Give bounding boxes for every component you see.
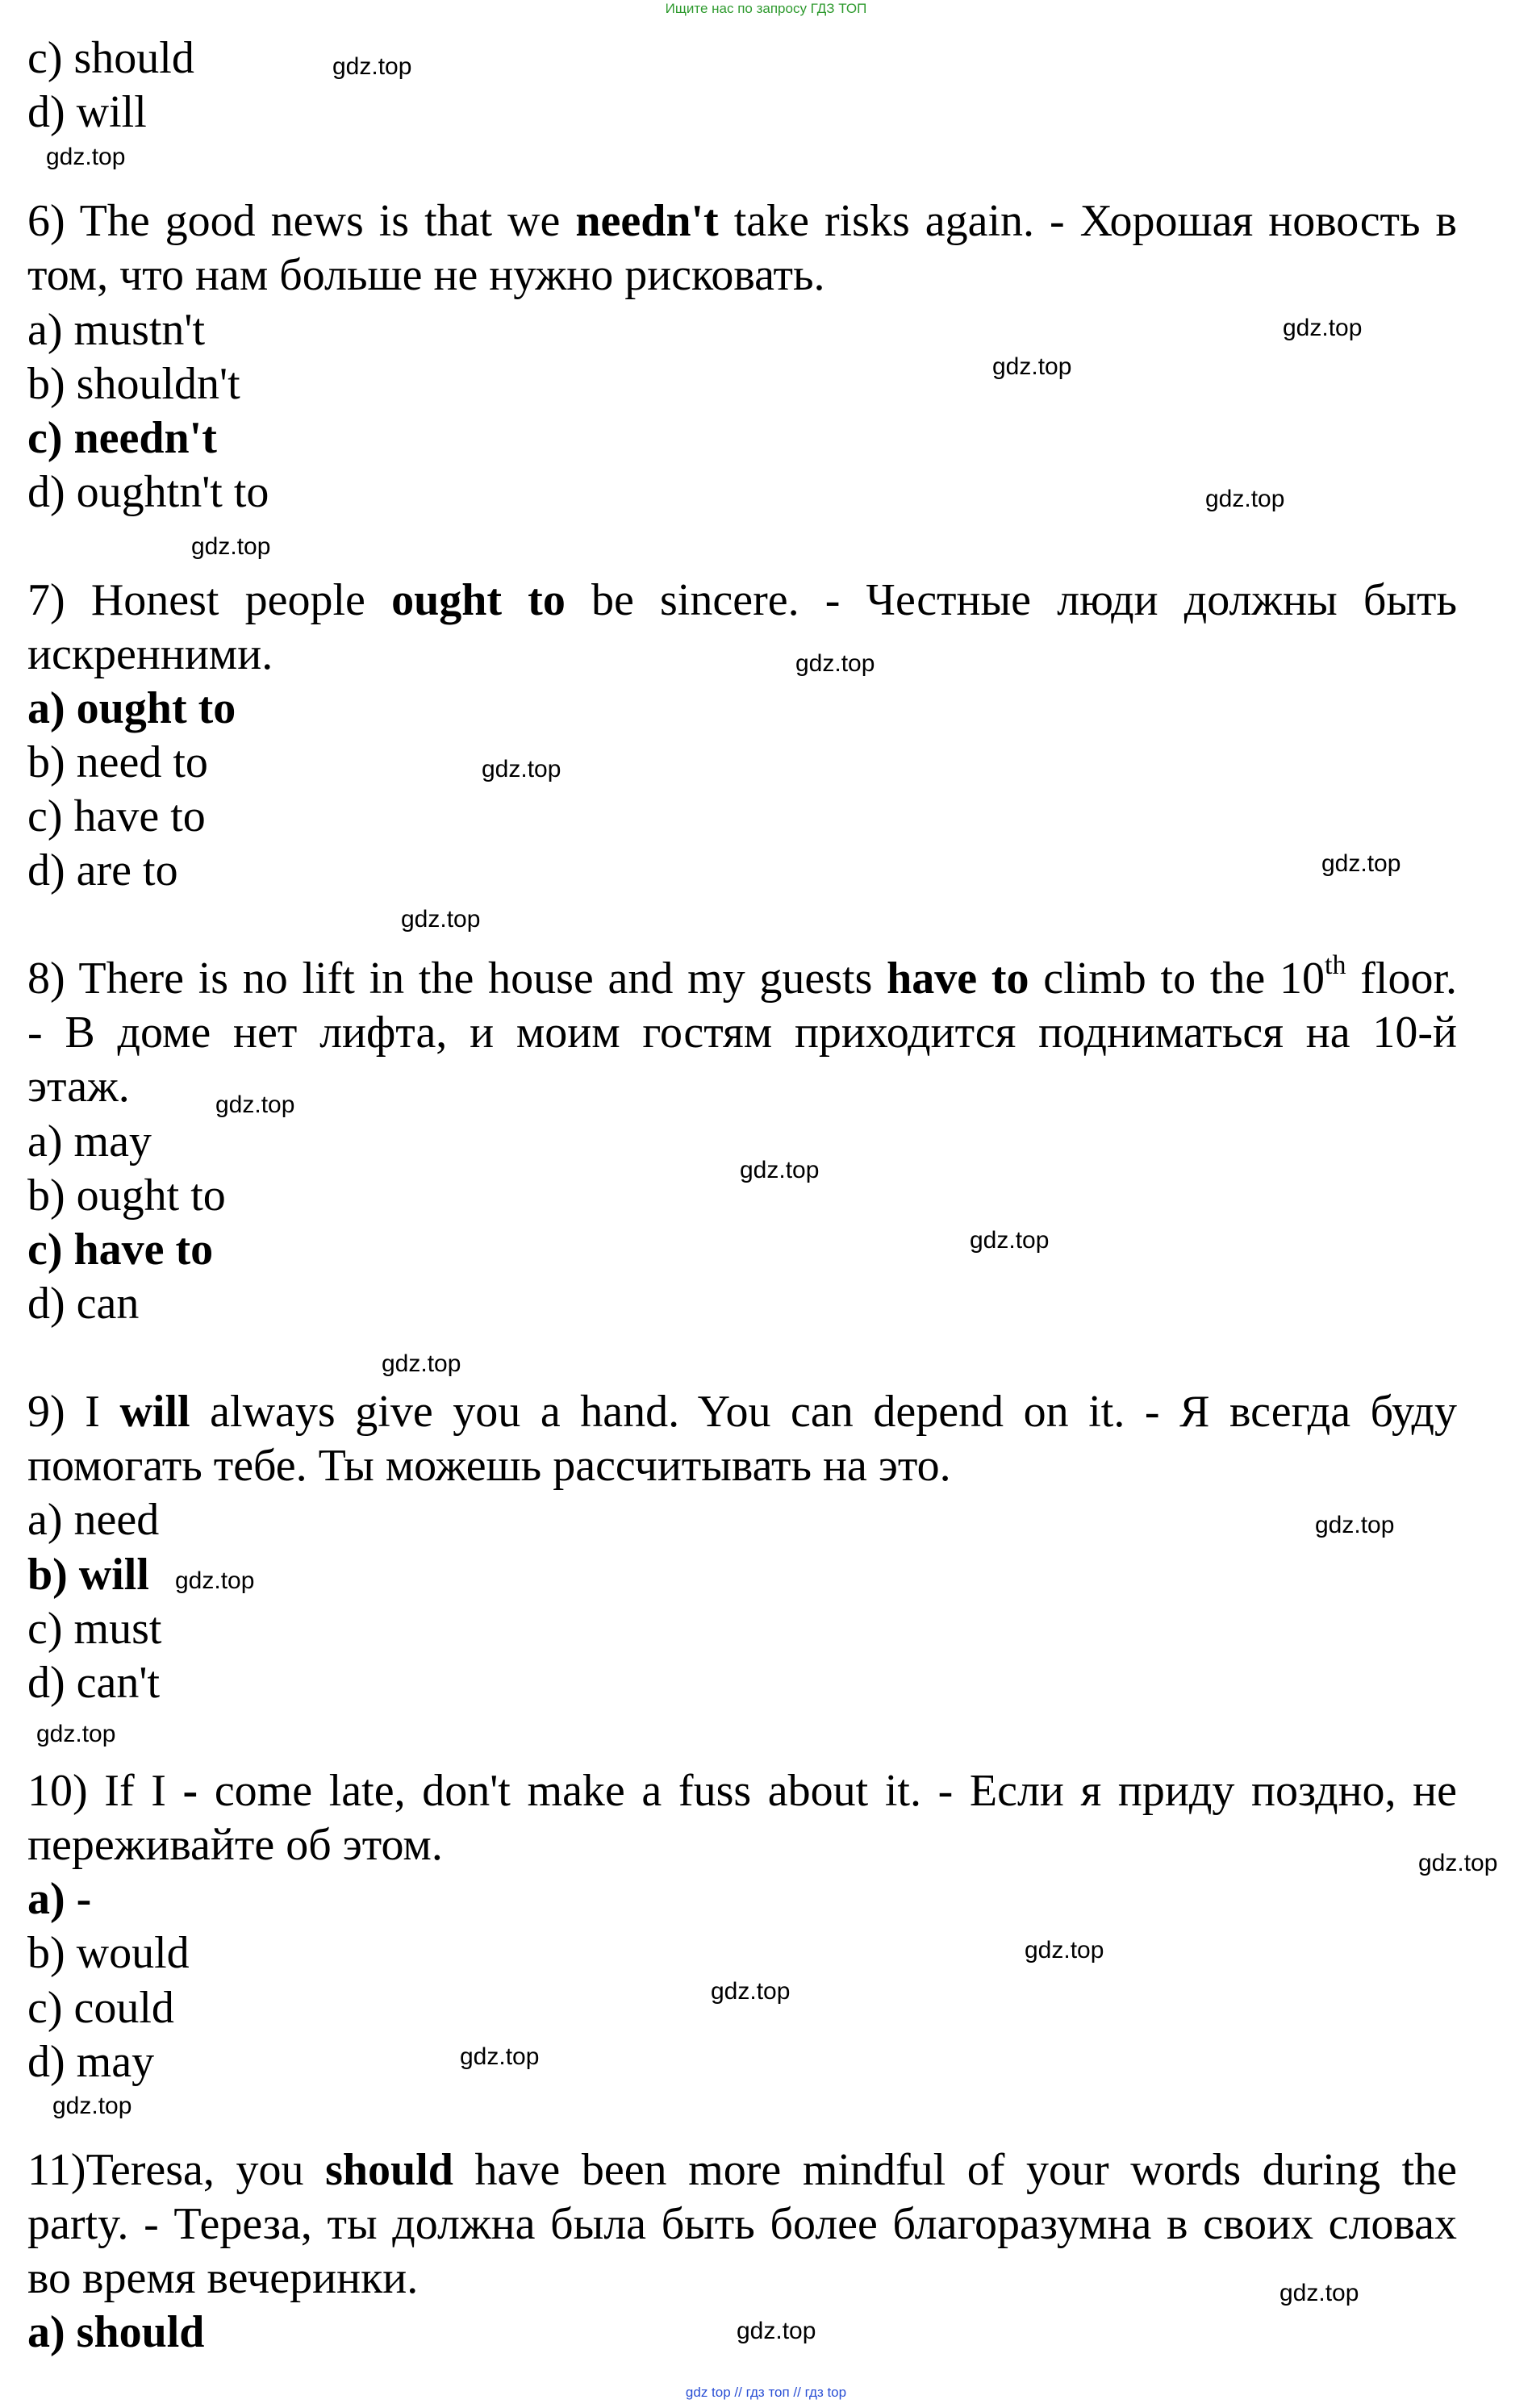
watermark: gdz.top [992,353,1072,380]
q10-keyword: - [182,1766,198,1816]
q9-option-b-correct: b) will [27,1550,149,1600]
watermark: gdz.top [52,2093,132,2119]
q8-sentence: 8) There is no lift in the house and my guests have to climb to the 10th floor. [27,950,1457,1004]
q7-option-c: c) have to [27,791,206,841]
watermark: gdz.top [175,1567,255,1594]
q6-option-d: d) oughtn't to [27,467,269,517]
q9-option-d: d) can't [27,1658,161,1708]
watermark: gdz.top [737,2318,816,2344]
q8-translation-end: этаж. [27,1062,130,1112]
q8-option-a: a) may [27,1116,152,1166]
q9-sentence: 9) I will always give you a hand. You can depend on it. - Я всегда буду [27,1387,1457,1437]
q10-option-b: b) would [27,1928,190,1978]
watermark: gdz.top [1315,1512,1395,1538]
header-ad-banner[interactable]: Ищите нас по запросу ГДЗ ТОП [665,1,867,16]
q10-sentence: 10) If I - come late, don't make a fuss about it. - Если я приду поздно, не [27,1766,1458,1816]
q8-translation: - В доме нет лифта, и моим гостям приходится подниматься на 10-й [27,1008,1457,1058]
q6-option-b: b) shouldn't [27,359,240,409]
q10-option-d: d) may [27,2037,155,2087]
q10-translation: переживайте об этом. [27,1820,443,1870]
watermark: gdz.top [1418,1850,1498,1876]
watermark: gdz.top [795,650,875,677]
q8-keyword: have to [887,954,1029,1004]
q9-option-a: a) need [27,1495,160,1545]
q6-keyword: needn't [575,196,719,246]
watermark: gdz.top [382,1350,461,1377]
watermark: gdz.top [401,906,481,933]
q6-option-c-correct: c) needn't [27,413,217,463]
q6-option-a: a) mustn't [27,305,206,355]
footer-ad-links[interactable]: gdz top // гдз топ // гдз top [685,2385,847,2400]
q7-option-b: b) need to [27,737,208,787]
watermark: gdz.top [460,2043,540,2070]
watermark: gdz.top [36,1721,116,1747]
q7-keyword: ought to [391,575,566,625]
watermark: gdz.top [1321,850,1401,877]
q5-option-c: c) should [27,33,194,83]
watermark: gdz.top [970,1227,1050,1254]
q8-option-c-correct: c) have to [27,1225,214,1275]
watermark: gdz.top [215,1091,295,1118]
q10-option-a-correct: a) - [27,1874,92,1924]
q7-option-d: d) are to [27,845,178,895]
watermark: gdz.top [46,144,126,170]
watermark: gdz.top [332,53,412,80]
watermark: gdz.top [1283,315,1363,341]
watermark: gdz.top [1205,486,1285,512]
q11-sentence: 11)Teresa, you should have been more mindful of your words during the [27,2145,1458,2195]
q10-option-c: c) could [27,1983,174,2033]
watermark: gdz.top [1025,1937,1104,1964]
q7-sentence: 7) Honest people ought to be sincere. - Честные люди должны быть [27,575,1457,625]
q9-translation: помогать тебе. Ты можешь рассчитывать на это. [27,1441,951,1491]
q8-option-d: d) can [27,1279,140,1329]
watermark: gdz.top [1279,2280,1359,2306]
q11-keyword: should [325,2145,453,2195]
q11-translation: party. - Тереза, ты должна была быть более благоразумна в своих словах [27,2199,1457,2249]
q9-option-c: c) must [27,1604,162,1654]
q6-sentence: 6) The good news is that we needn't take risks again. - Хорошая новость в [27,196,1457,246]
q8-option-b: b) ought to [27,1171,226,1221]
q11-translation-end: во время вечеринки. [27,2253,419,2303]
q9-keyword: will [119,1387,190,1437]
watermark: gdz.top [711,1978,791,2005]
q11-option-a-correct: a) should [27,2307,205,2357]
watermark: gdz.top [191,533,271,560]
q7-translation: искренними. [27,629,273,679]
watermark: gdz.top [740,1157,820,1183]
q7-option-a-correct: a) ought to [27,683,236,733]
q5-option-d: d) will [27,87,147,137]
q6-translation: том, что нам больше не нужно рисковать. [27,250,825,300]
watermark: gdz.top [482,756,561,782]
